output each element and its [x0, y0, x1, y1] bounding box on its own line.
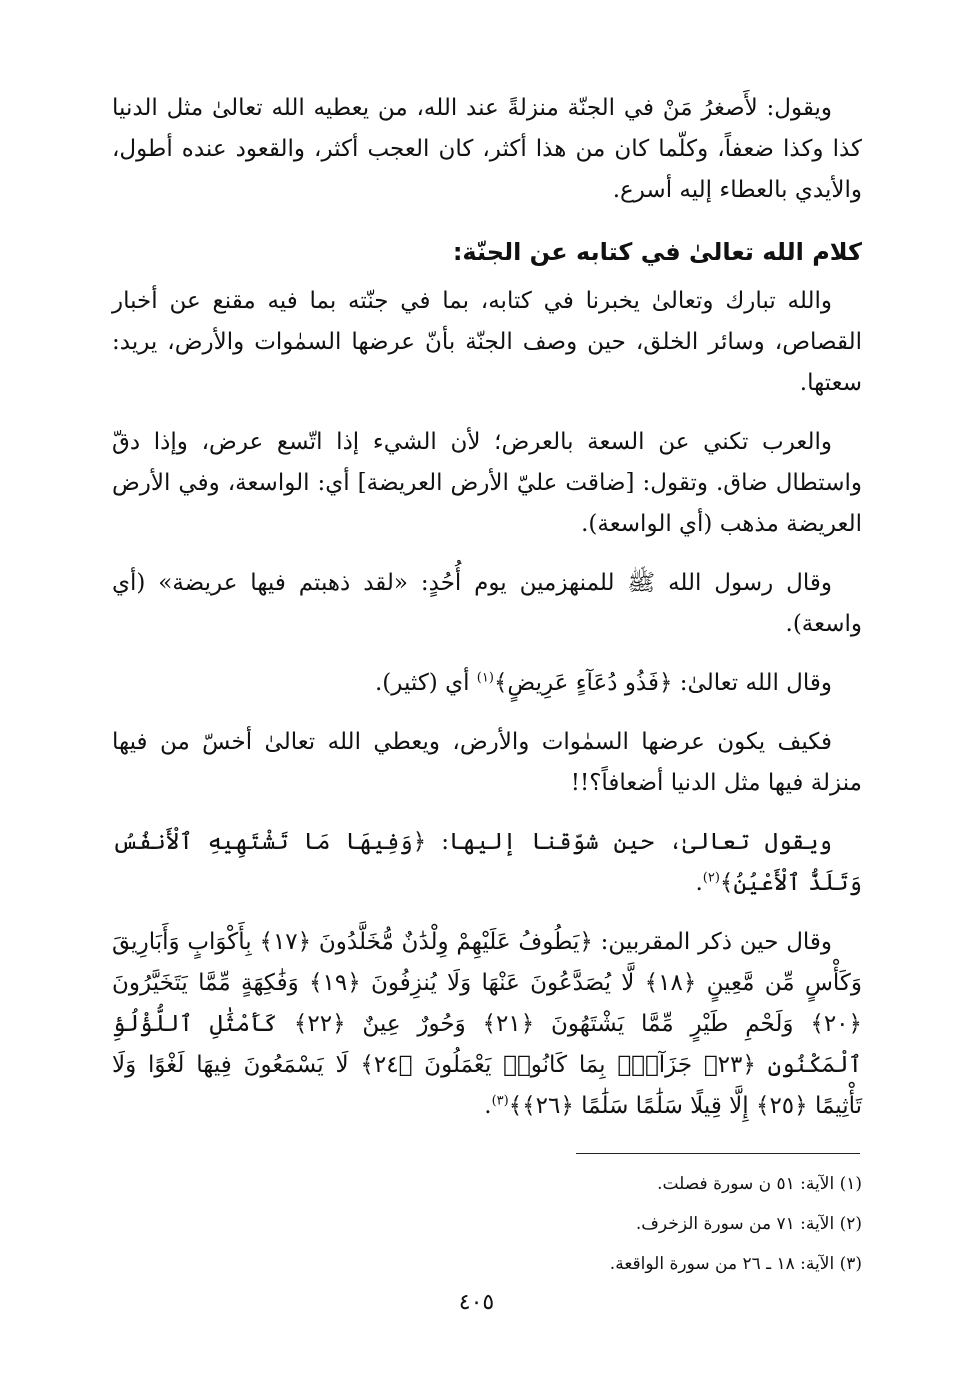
paragraph-7-text: ويقول تعالىٰ، حين شوّقنا إليها:: [441, 829, 833, 855]
quran-verse-1: ﴿فَذُو دُعَآءٍ عَرِيضٍ﴾: [493, 670, 673, 696]
paragraph-2: والله تبارك وتعالىٰ يخبرنا في كتابه، بما في جنّته بما فيه مقنع عن أخبار القصاص، وسائر الخلق، حين وصف الجنّة بأنّ عرضها السمٰوات والأرض، يريد: سعتها.: [112, 288, 862, 396]
paragraph-3: والعرب تكني عن السعة بالعرض؛ لأن الشيء إذا اتّسع عرض، وإذا دقّ واستطال ضاق. وتقول: [ضاقت عليّ الأرض العريضة] أي: الواسعة، وفي الأرض العريضة مذهب (أي الواسعة).: [112, 429, 862, 537]
footnote-ref-2: (٢): [702, 870, 720, 886]
page-body: [112, 88, 862, 1145]
section-heading: كلام الله تعالىٰ في كتابه عن الجنّة:: [452, 238, 862, 266]
footnote-2: (٢) الآية: ٧١ من سورة الزخرف.: [635, 1214, 862, 1234]
paragraph-8-text: وقال حين ذكر المقربين:: [600, 929, 833, 955]
quran-verse-2: ﴿وَفِيهَا مَا تَشْتَهِيهِ ٱلْأَنفُسُ وَتَلَذُّ ٱلْأَعْيُنُ﴾: [112, 829, 862, 896]
footnotes: [112, 1164, 862, 1284]
footnote-1: (١) الآية: ٥١ ن سورة فصلت.: [657, 1174, 862, 1194]
footnote-ref-3: (٣): [491, 1093, 509, 1109]
footnote-divider: [576, 1153, 860, 1154]
footnote-3: (٣) الآية: ١٨ ـ ٢٦ من سورة الواقعة.: [609, 1254, 862, 1274]
paragraph-6: فكيف يكون عرضها السمٰوات والأرض، ويعطي الله تعالىٰ أخسّ من فيها منزلة فيها مثل الدنيا أضعافاً؟!!: [112, 729, 862, 796]
page-number: ٤٠٥: [458, 1290, 495, 1315]
paragraph-5-text: وقال الله تعالىٰ:: [679, 670, 832, 696]
paragraph-7: [112, 822, 862, 904]
quran-verse-3: ﴿يَطُوفُ عَلَيْهِمْ وِلْدَٰنٌ مُّخَلَّدُونَ ﴿١٧﴾ بِأَكْوَابٍ وَأَبَارِيقَ وَكَأْسٍ مِّن مَّعِينٍ ﴿١٨﴾ لَّا يُصَدَّعُونَ عَنْهَا وَلَا يُنزِفُونَ ﴿١٩﴾ وَفَٰكِهَةٍ مِّمَّا يَتَخَيَّرُونَ ﴿٢٠﴾ وَلَحْمِ طَيْرٍ مِّمَّا يَشْتَهُونَ ﴿٢١﴾ وَحُورٌ عِينٌ ﴿٢٢﴾ كَأَمْثَٰلِ ٱللُّؤْلُؤِ ٱلْمَكْنُونِ ﴿٢٣﴾ جَزَآءًۢ بِمَا كَانُوا۟ يَعْمَلُونَ ﴿٢٤﴾ لَا يَسْمَعُونَ فِيهَا لَغْوًا وَلَا تَأْثِيمًا ﴿٢٥﴾ إِلَّا قِيلًا سَلَٰمًا سَلَٰمًا ﴿٢٦﴾﴾: [112, 929, 863, 1119]
paragraph-4: وقال رسول الله ﷺ للمنهزمين يوم أُحُدٍ: «لقد ذهبتم فيها عريضة» (أي واسعة).: [112, 570, 862, 637]
paragraph-8: [112, 922, 862, 1127]
paragraph-5: [112, 663, 862, 704]
footnote-ref-1: (١): [476, 670, 494, 686]
paragraph-1: ويقول: لأَصغرُ مَنْ في الجنّة منزلةً عند الله، من يعطيه الله تعالىٰ مثل الدنيا كذا وكذا ضعفاً، وكلّما كان من هذا أكثر، كان العجب أكثر، والقعود عنده أطول، والأيدي بالعطاء إليه أسرع.: [112, 95, 862, 203]
paragraph-5-after: أي (كثير).: [375, 670, 470, 696]
paragraph-7-after: .: [695, 870, 703, 896]
paragraph-8-after: .: [484, 1093, 492, 1119]
